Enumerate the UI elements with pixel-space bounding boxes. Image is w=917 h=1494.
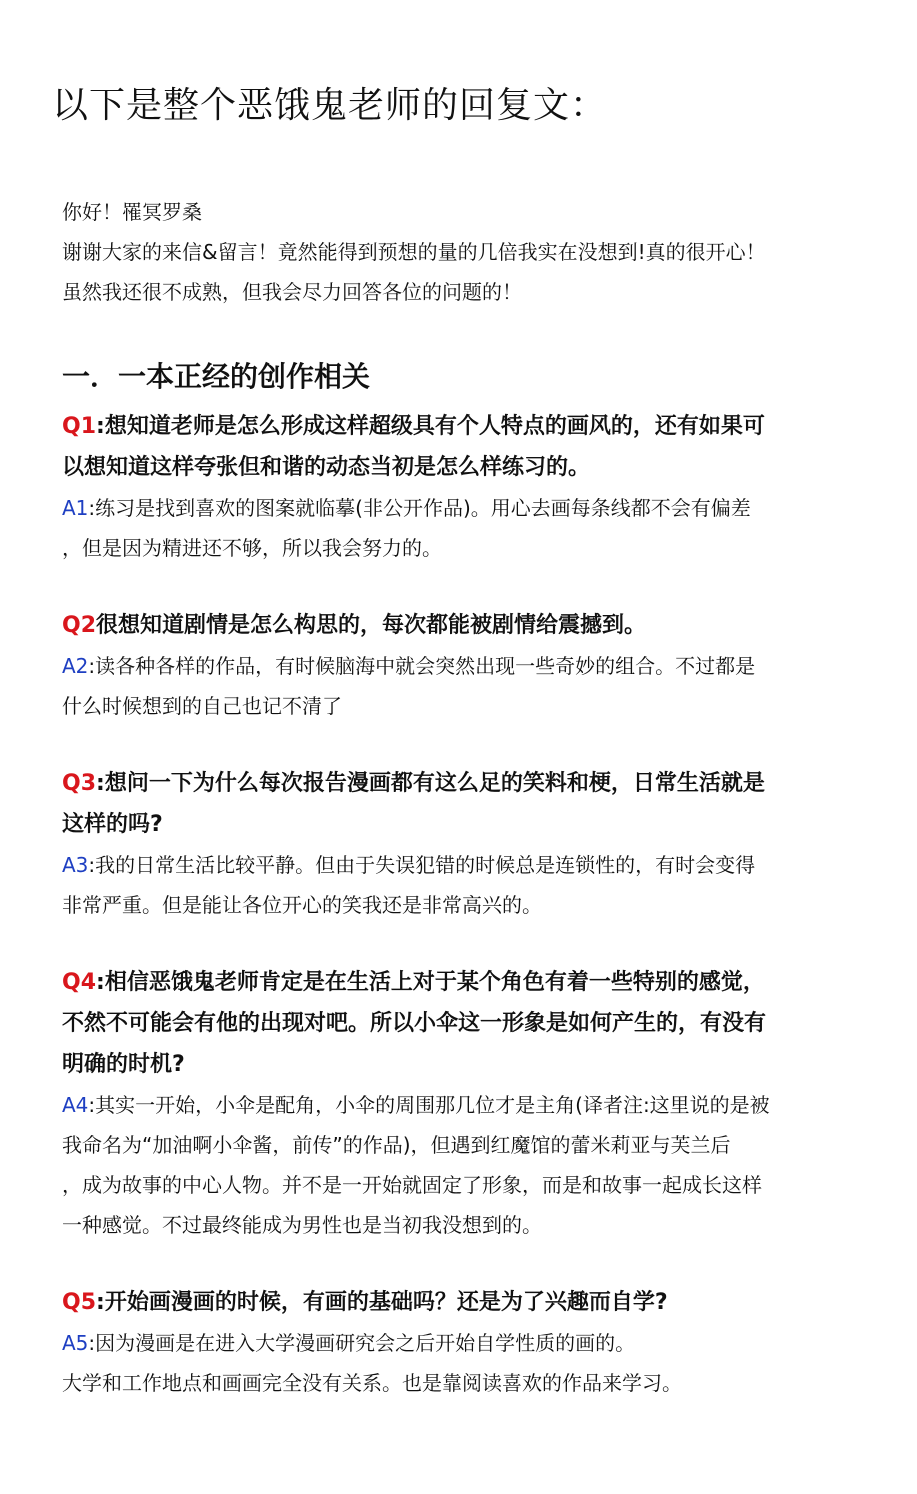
page-title: 以下是整个恶饿鬼老师的回复文：: [52, 85, 608, 126]
answer-3: [62, 845, 877, 925]
question-1: [62, 406, 877, 488]
question-tag: Q1: [62, 414, 97, 439]
intro-line: 谢谢大家的来信&留言！竟然能得到预想的量的几倍我实在没想到!真的很开心！: [62, 240, 766, 264]
qa-item-2: [62, 605, 877, 726]
question-3: [62, 763, 877, 845]
answer-tag: A3: [62, 853, 89, 877]
answer-text: :练习是找到喜欢的图案就临摹(非公开作品)。用心去画每条线都不会有偏差: [88, 496, 751, 520]
question-text: :开始画漫画的时候，有画的基础吗？还是为了兴趣而自学?: [96, 1290, 668, 1315]
question-tag: Q2: [62, 613, 97, 638]
qa-item-4: [62, 962, 877, 1245]
question-text: 以想知道这样夸张但和谐的动态当初是怎么样练习的。: [62, 455, 591, 480]
answer-text: ，但是因为精进还不够，所以我会努力的。: [62, 536, 442, 560]
answer-tag: A5: [62, 1331, 89, 1355]
question-text: 不然不可能会有他的出现对吧。所以小伞这一形象是如何产生的，有没有: [62, 1011, 767, 1036]
answer-text: 什么时候想到的自己也记不清了: [62, 694, 342, 718]
question-text: :相信恶饿鬼老师肯定是在生活上对于某个角色有着一些特别的感觉，: [96, 970, 765, 995]
qa-item-3: [62, 763, 877, 925]
section-heading: 一．一本正经的创作相关: [62, 360, 371, 393]
qa-item-1: [62, 406, 877, 568]
question-text: :想问一下为什么每次报告漫画都有这么足的笑料和梗，日常生活就是: [96, 771, 765, 796]
question-4: [62, 962, 877, 1085]
qa-item-5: [62, 1282, 877, 1403]
question-tag: Q5: [62, 1290, 97, 1315]
answer-text: 我命名为“加油啊小伞酱，前传”的作品)，但遇到红魔馆的蕾米莉亚与芙兰后: [62, 1133, 731, 1157]
question-tag: Q4: [62, 970, 97, 995]
answer-tag: A4: [62, 1093, 89, 1117]
question-text: 很想知道剧情是怎么构思的，每次都能被剧情给震撼到。: [96, 613, 647, 638]
answer-text: 大学和工作地点和画画完全没有关系。也是靠阅读喜欢的作品来学习。: [62, 1371, 682, 1395]
answer-text: ，成为故事的中心人物。并不是一开始就固定了形象，而是和故事一起成长这样: [62, 1173, 762, 1197]
question-text: 这样的吗?: [62, 812, 163, 837]
answer-4: [62, 1085, 877, 1245]
intro-paragraph: [62, 192, 882, 312]
answer-2: [62, 646, 877, 726]
answer-text: 一种感觉。不过最终能成为男性也是当初我没想到的。: [62, 1213, 542, 1237]
qa-list: [62, 406, 877, 1403]
answer-text: :读各种各样的作品，有时候脑海中就会突然出现一些奇妙的组合。不过都是: [88, 654, 756, 678]
answer-text: 非常严重。但是能让各位开心的笑我还是非常高兴的。: [62, 893, 542, 917]
answer-text: :我的日常生活比较平静。但由于失误犯错的时候总是连锁性的，有时会变得: [88, 853, 756, 877]
answer-text: :其实一开始，小伞是配角，小伞的周围那几位才是主角(译者注:这里说的是被: [88, 1093, 770, 1117]
question-text: :想知道老师是怎么形成这样超级具有个人特点的画风的，还有如果可: [96, 414, 765, 439]
question-5: [62, 1282, 877, 1323]
intro-line: 虽然我还很不成熟，但我会尽力回答各位的问题的！: [62, 280, 522, 304]
answer-1: [62, 488, 877, 568]
answer-text: :因为漫画是在进入大学漫画研究会之后开始自学性质的画的。: [88, 1331, 636, 1355]
question-2: [62, 605, 877, 646]
answer-5: [62, 1323, 877, 1403]
question-text: 明确的时机?: [62, 1052, 185, 1077]
answer-tag: A1: [62, 496, 89, 520]
answer-tag: A2: [62, 654, 89, 678]
question-tag: Q3: [62, 771, 97, 796]
intro-line: 你好！罹冥罗桑: [62, 200, 202, 224]
